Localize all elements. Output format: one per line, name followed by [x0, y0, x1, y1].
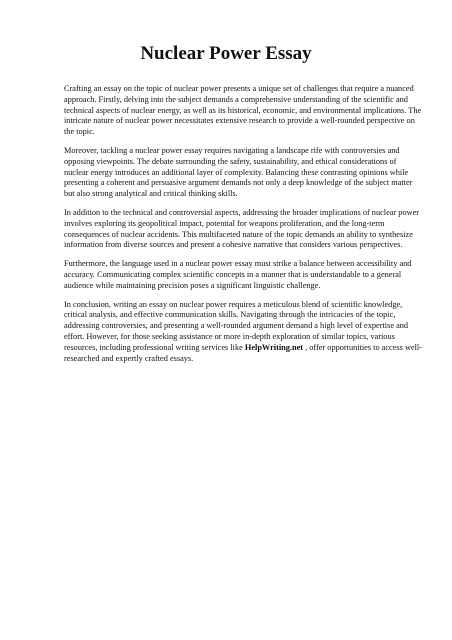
paragraph-1: Crafting an essay on the topic of nuclear power presents a unique set of challenges that require a nuanced approach. Firstly, delving into the subject demands a comprehensive understanding of the scientific and technical aspects of nuclear energy, as well as its historical, economic, and environmental implications. The intricate nature of nuclear power necessitates extensive research to provide a well-rounded perspective on the topic. — [64, 84, 422, 137]
paragraph-5 — [64, 300, 422, 365]
paragraph-5-text-start: In conclusion, writing an essay on nuclear power requires a meticulous blend of scientific knowledge, critical analysis, and effective communication skills. Navigating through the intricacies of the topic, addressing controversies, and presenting a well-rounded argument demand a high level of expertise and effort. However, for those seeking assistance or more in-depth exploration of similar topics, various resources, including professional writing services like — [64, 299, 409, 352]
paragraph-3: In addition to the technical and controversial aspects, addressing the broader implications of nuclear power involves exploring its geopolitical impact, potential for weapons proliferation, and the long-term consequences of nuclear accidents. This multifaceted nature of the topic demands an ability to synthesize information from diverse sources and present a cohesive narrative that considers various perspectives. — [64, 207, 420, 250]
document-title: Nuclear Power Essay — [140, 43, 312, 64]
paragraph-2: Moreover, tackling a nuclear power essay requires navigating a landscape rife with controversies and opposing viewpoints. The debate surrounding the safety, sustainability, and ethical considerations of nuclear energy introduces an additional layer of complexity. Balancing these contrasting opinions while presenting a coherent and persuasive argument demands not only a deep knowledge of the subject matter but also strong analytical and critical thinking skills. — [64, 145, 413, 199]
helpwriting-link[interactable]: HelpWriting.net — [244, 342, 304, 352]
paragraph-4: Furthermore, the language used in a nuclear power essay must strike a balance between accessibility and accuracy. Communicating complex scientific concepts in a manner that is understandable to a general audience while maintaining precision poses a significant linguistic challenge. — [64, 259, 412, 290]
document-body — [64, 84, 422, 372]
paragraph-5-text-end: , offer opportunities to access well-researched and expertly crafted essays. — [64, 342, 422, 363]
